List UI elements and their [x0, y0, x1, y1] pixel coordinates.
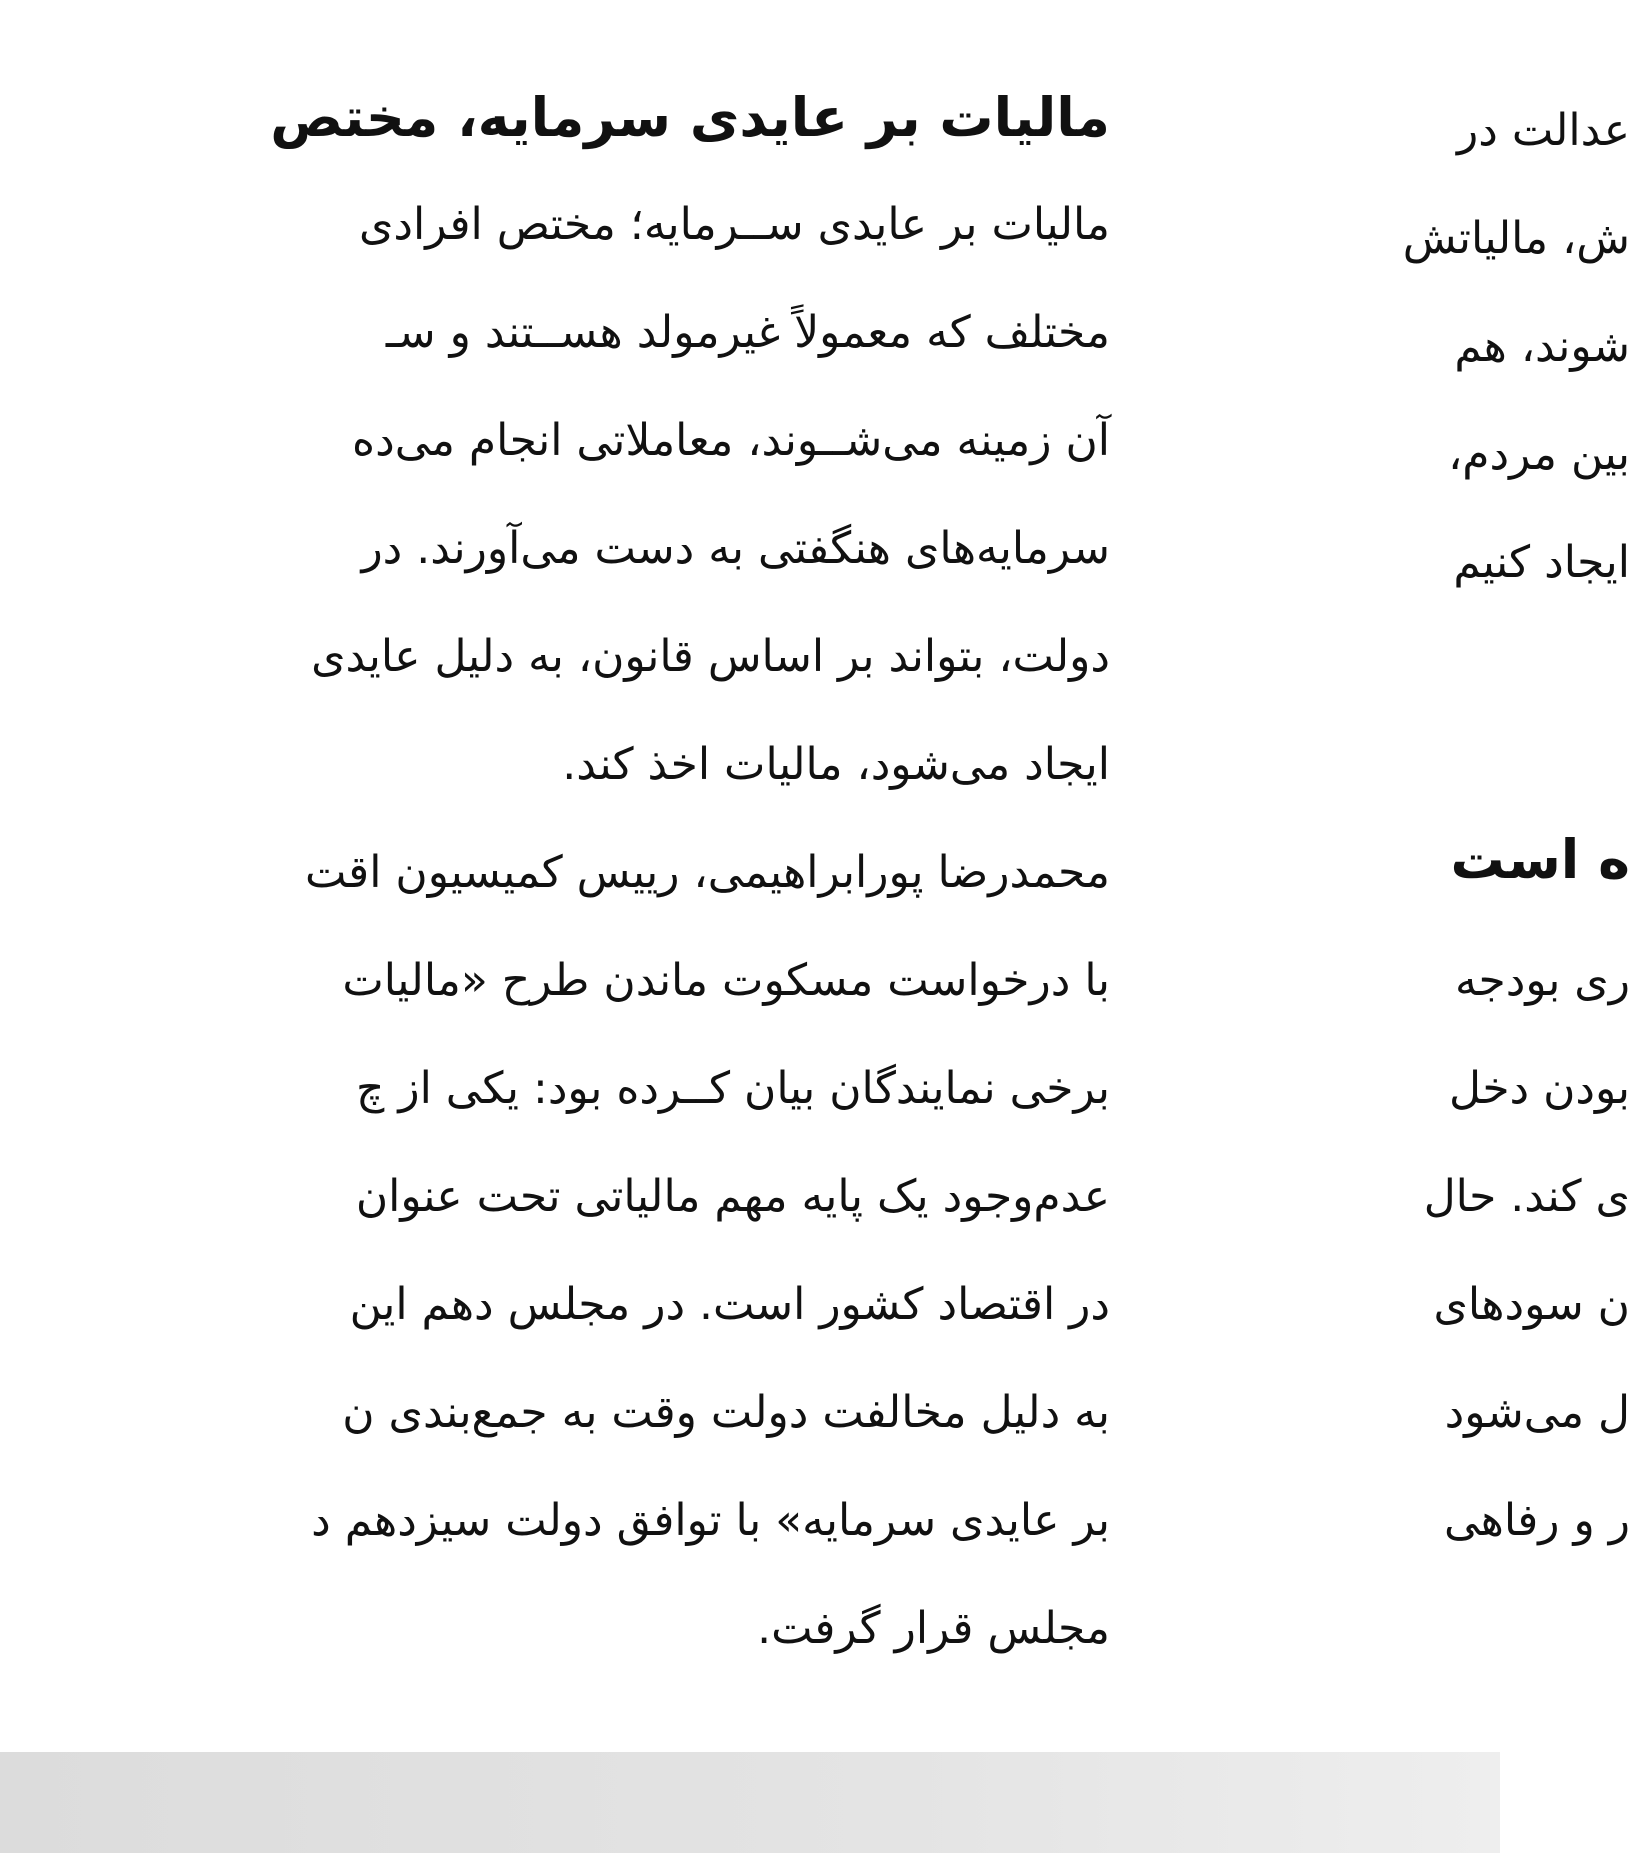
text-line: به دلیل مخالفت دولت وقت به جمع‌بندی ن	[342, 1387, 1110, 1438]
text-line: مجلس قرار گرفت.	[757, 1603, 1110, 1654]
text-line: ل می‌شود	[1444, 1387, 1630, 1438]
text-line: برخی نمایندگان بیان کــرده بود: یکی از چ	[355, 1063, 1110, 1114]
main-heading: مالیات بر عایدی سرمایه، مختص	[270, 86, 1110, 149]
text-line: مالیات بر عایدی ســرمایه؛ مختص افرادی	[358, 199, 1110, 250]
text-line: محمدرضا پورابراهیمی، رییس کمیسیون اقت	[304, 847, 1110, 898]
text-line: مختلف که معمولاً غیرمولد هســتند و سـ	[385, 307, 1110, 358]
text-line: بر عایدی سرمایه» با توافق دولت سیزدهم د	[311, 1495, 1110, 1546]
text-line: عدالت در	[1456, 105, 1630, 156]
text-line: بودن دخل	[1449, 1063, 1630, 1114]
text-line: بین مردم،	[1448, 429, 1630, 480]
right-heading: ه است	[1450, 828, 1630, 891]
text-line: دولت، بتواند بر اساس قانون، به دلیل عایدی	[311, 631, 1110, 682]
text-line: ری بودجه	[1454, 955, 1630, 1006]
text-line: سرمایه‌های هنگفتی به دست می‌آورند. در	[361, 523, 1110, 574]
text-line: آن زمینه می‌شــوند، معاملاتی انجام می‌ده	[352, 415, 1110, 466]
text-line: با درخواست مسکوت ماندن طرح «مالیات	[342, 955, 1110, 1006]
text-line: ایجاد کنیم	[1453, 537, 1630, 588]
text-line: ن سودهای	[1433, 1279, 1630, 1330]
text-line: ر و رفاهی	[1443, 1495, 1630, 1546]
text-line: در اقتصاد کشور است. در مجلس دهم این	[349, 1279, 1110, 1330]
text-line: ی کند. حال	[1423, 1171, 1630, 1222]
text-line: ش، مالیاتش	[1402, 213, 1630, 264]
text-line: شوند، هم	[1454, 321, 1630, 372]
text-line: عدم‌وجود یک پایه مهم مالیاتی تحت عنوان	[355, 1171, 1110, 1222]
right-column	[1230, 0, 1630, 1853]
text-line: ایجاد می‌شود، مالیات اخذ کند.	[562, 739, 1110, 790]
page-bottom-shadow	[0, 1752, 1500, 1853]
